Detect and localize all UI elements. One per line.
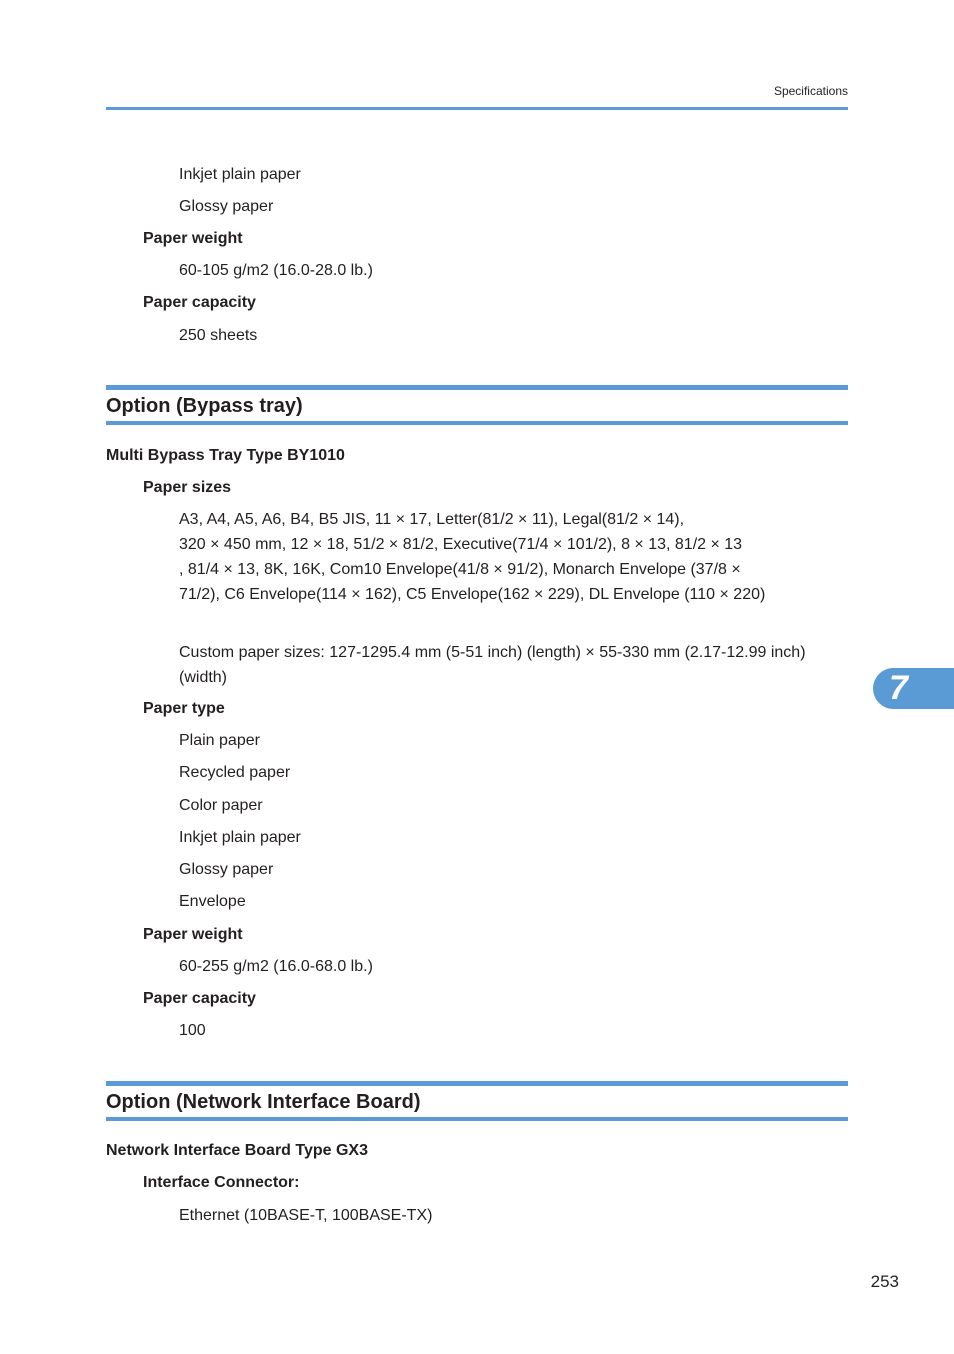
paper-weight-heading: Paper weight bbox=[143, 926, 243, 943]
chapter-tab[interactable] bbox=[873, 668, 954, 709]
paper-type-item: Inkjet plain paper bbox=[179, 829, 301, 846]
interface-connector-value: Ethernet (10BASE-T, 100BASE-TX) bbox=[179, 1207, 433, 1224]
interface-connector-heading: Interface Connector: bbox=[143, 1174, 300, 1191]
paper-sizes-line: , 81/4 × 13, 8K, 16K, Com10 Envelope(41/8 × 91/2), Monarch Envelope (37/8 × bbox=[179, 561, 741, 578]
paper-type-item: Inkjet plain paper bbox=[179, 166, 301, 183]
header-rule bbox=[106, 107, 848, 110]
paper-type-item: Glossy paper bbox=[179, 861, 274, 878]
paper-capacity-heading: Paper capacity bbox=[143, 294, 256, 311]
paper-sizes-line: 320 × 450 mm, 12 × 18, 51/2 × 81/2, Executive(71/4 × 101/2), 8 × 13, 81/2 × 13 bbox=[179, 536, 743, 553]
model-heading: Network Interface Board Type GX3 bbox=[106, 1142, 368, 1159]
section-title: Option (Bypass tray) bbox=[106, 395, 303, 417]
paper-capacity-heading: Paper capacity bbox=[143, 990, 256, 1007]
paper-sizes-line: A3, A4, A5, A6, B4, B5 JIS, 11 × 17, Letter(81/2 × 11), Legal(81/2 × 14), bbox=[179, 511, 685, 528]
section-band-bypass bbox=[106, 385, 848, 425]
paper-weight-value: 60-105 g/m2 (16.0-28.0 lb.) bbox=[179, 262, 373, 279]
paper-weight-heading: Paper weight bbox=[143, 230, 243, 247]
paper-type-heading: Paper type bbox=[143, 700, 225, 717]
paper-type-item: Plain paper bbox=[179, 732, 260, 749]
paper-sizes-line: 71/2), C6 Envelope(114 × 162), C5 Envelope(162 × 229), DL Envelope (110 × 220) bbox=[179, 586, 766, 603]
paper-capacity-value: 250 sheets bbox=[179, 327, 258, 344]
paper-weight-value: 60-255 g/m2 (16.0-68.0 lb.) bbox=[179, 958, 373, 975]
section-title: Option (Network Interface Board) bbox=[106, 1091, 421, 1113]
paper-type-item: Envelope bbox=[179, 893, 246, 910]
paper-sizes-heading: Paper sizes bbox=[143, 479, 232, 496]
paper-type-item: Color paper bbox=[179, 797, 263, 814]
paper-type-item: Recycled paper bbox=[179, 764, 291, 781]
model-heading: Multi Bypass Tray Type BY1010 bbox=[106, 447, 345, 464]
paper-type-item: Glossy paper bbox=[179, 198, 274, 215]
custom-paper-sizes: Custom paper sizes: 127-1295.4 mm (5-51 inch) (length) × 55-330 mm (2.17-12.99 inch) (width) bbox=[179, 644, 806, 686]
paper-capacity-value: 100 bbox=[179, 1022, 206, 1039]
chapter-number: 7 bbox=[889, 669, 908, 707]
page-number: 253 bbox=[870, 1272, 899, 1291]
running-header: Specifications bbox=[773, 84, 848, 98]
section-band-network bbox=[106, 1081, 848, 1121]
